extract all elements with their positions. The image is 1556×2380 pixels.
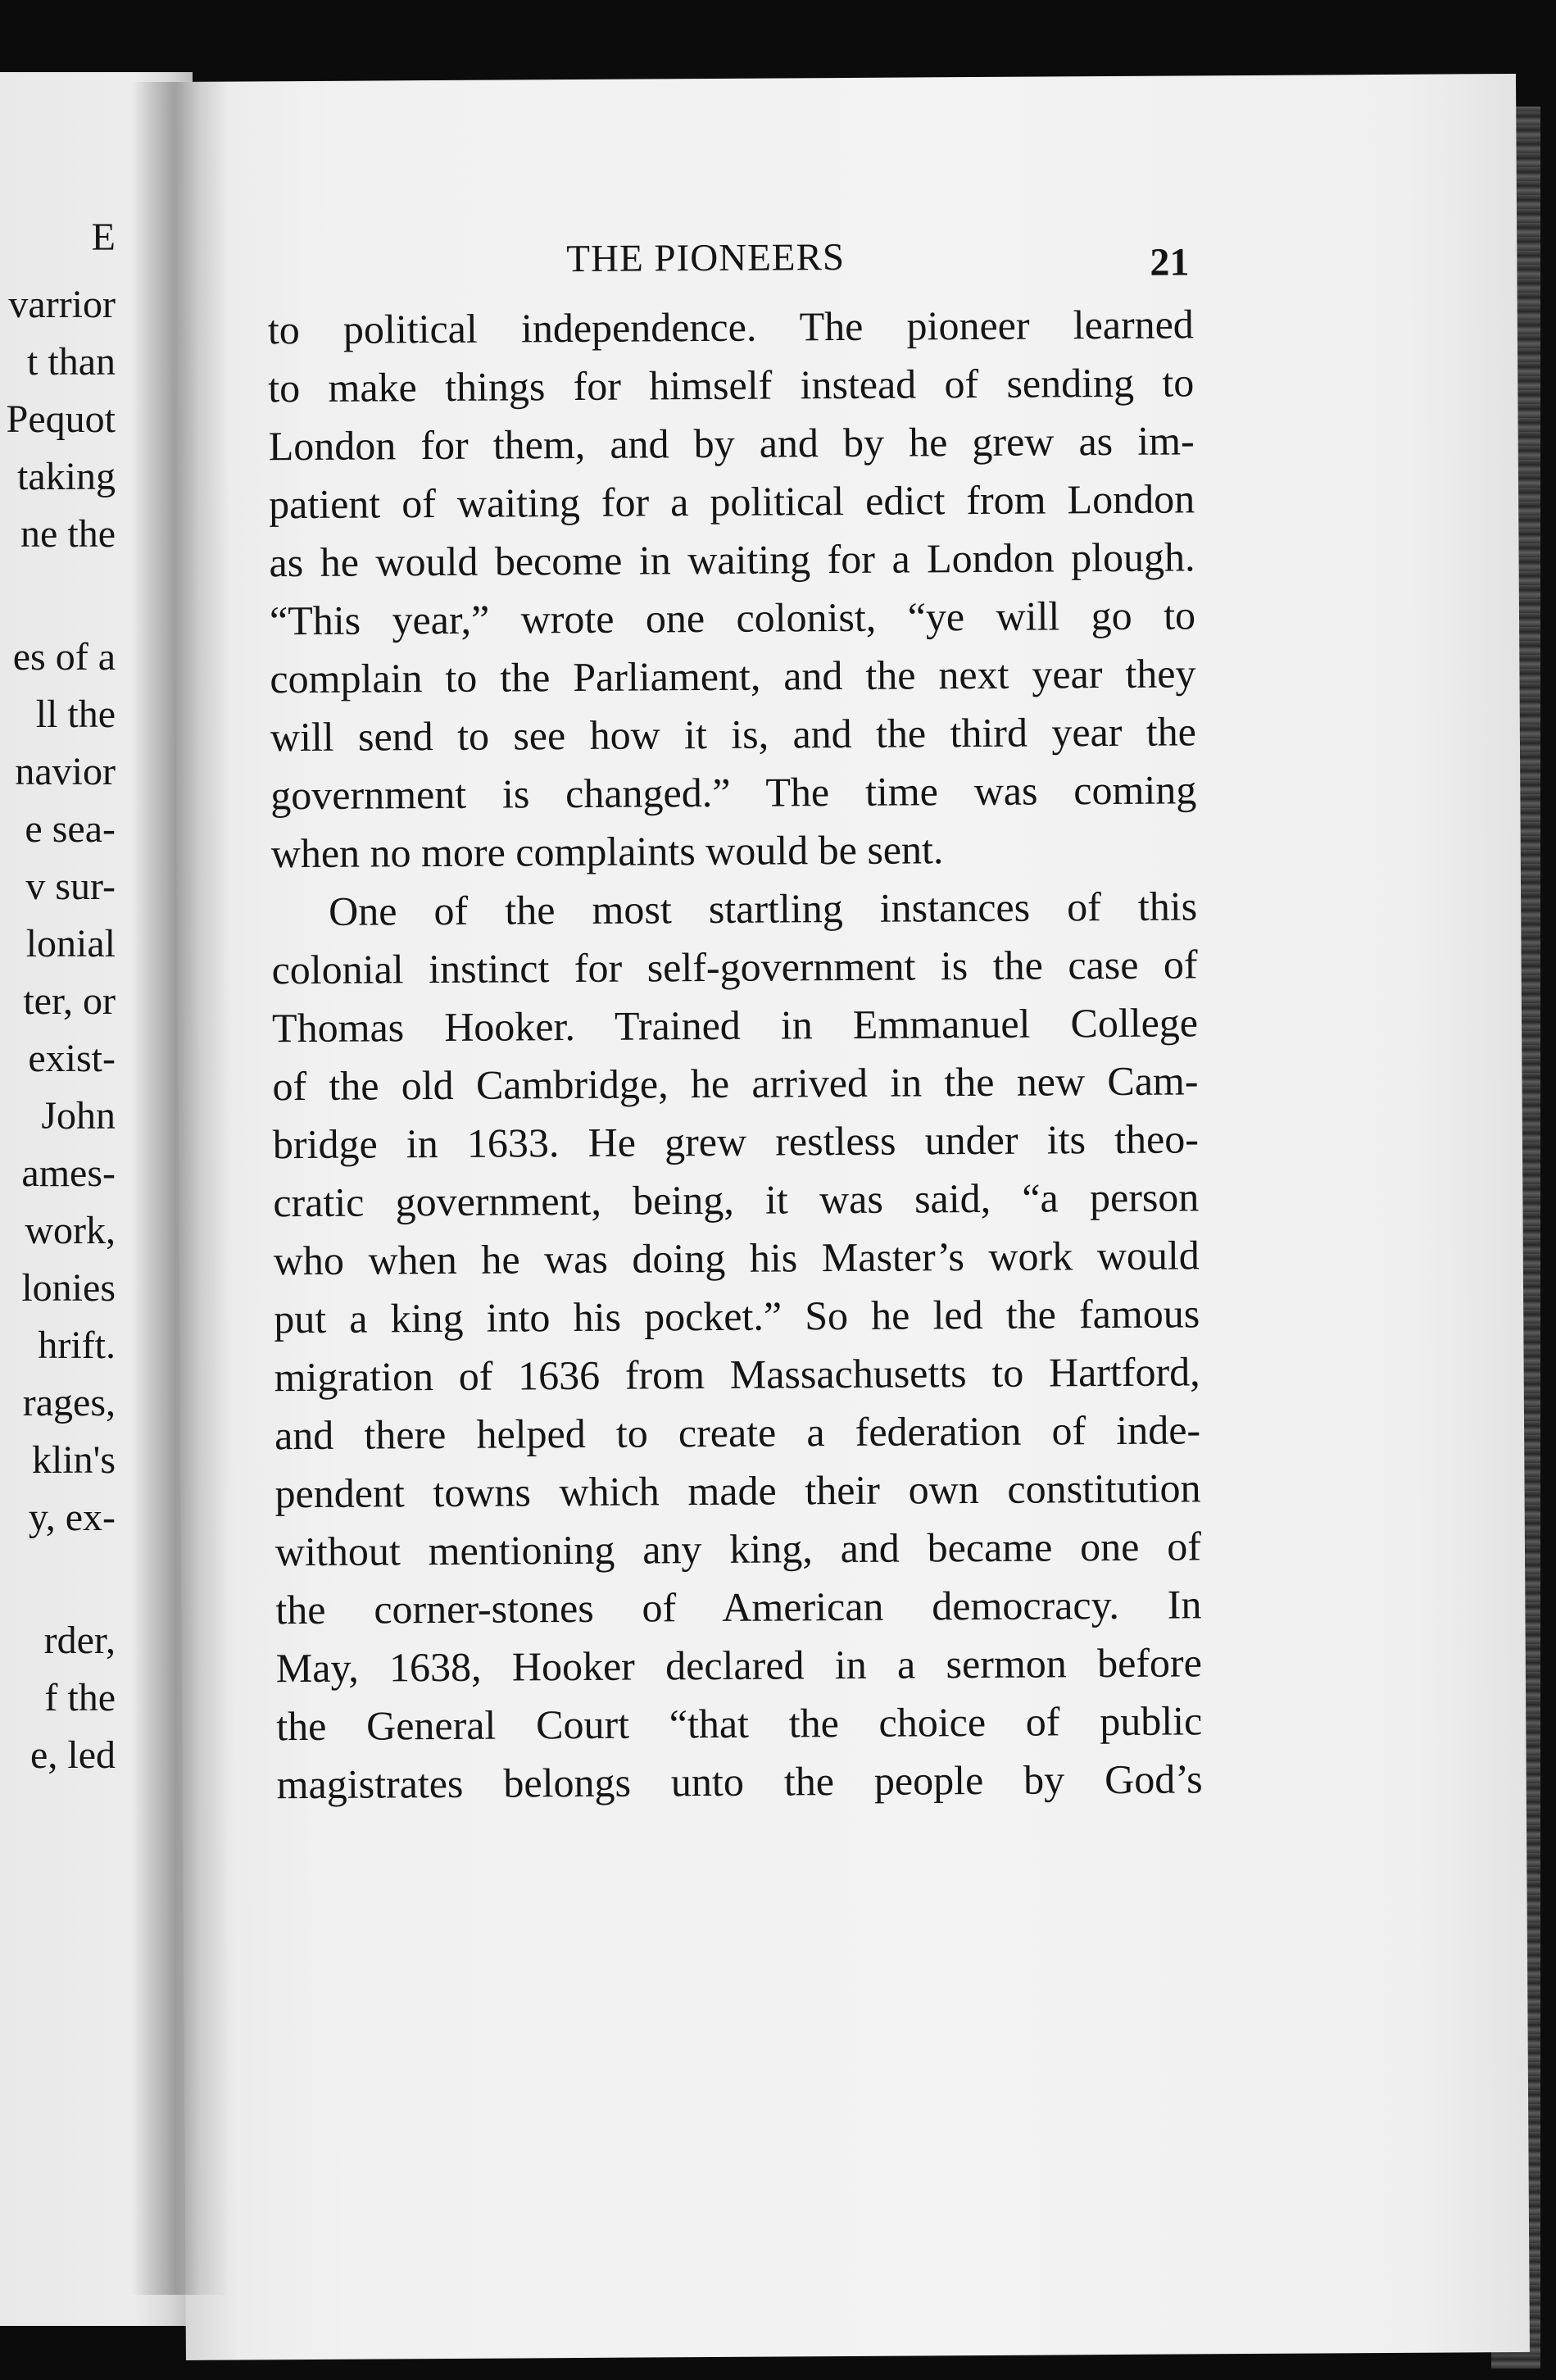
left-line: klin's [32,1438,116,1482]
left-line: rder, [43,1619,116,1662]
right-page [172,74,1530,2360]
text-line: May, 1638, Hooker declared in a sermon before [275,1639,1202,1692]
running-head: THE PIONEERS [566,235,846,281]
left-line: t than [27,340,116,384]
text-line: put a king into his pocket.” So he led the famous [274,1290,1200,1342]
left-line: work, [25,1209,116,1252]
left-line: v sur- [25,865,116,908]
left-page [0,72,193,2326]
text-line: pendent towns which made their own constitution [274,1465,1201,1517]
text-line: will send to see how it is, and the third year the [270,708,1197,761]
text-line: colonial instinct for self-government is the case of [271,941,1198,993]
left-line: hrift. [38,1324,116,1367]
left-line: E [91,216,116,259]
left-line: rages, [22,1381,116,1424]
left-line: varrior [8,283,116,326]
left-line: e sea- [25,807,116,851]
text-line: without mentioning any king, and became one of [274,1523,1202,1575]
left-line: ll the [35,693,116,736]
left-line: exist- [28,1037,116,1080]
text-line: magistrates belongs unto the people by God’s [276,1755,1203,1808]
left-line: es of a [12,635,116,679]
text-line: patient of waiting for a political edict from London [268,475,1195,528]
body-text [268,295,1203,1814]
page-number: 21 [1150,240,1190,284]
text-line: bridge in 1633. He grew restless under its theo- [272,1115,1200,1168]
text-line: migration of 1636 from Massachusetts to Hartford, [274,1348,1200,1401]
left-line: ames- [21,1151,116,1195]
text-line: London for them, and by and by he grew as im- [268,417,1195,470]
left-line: ne the [20,512,116,556]
text-line: who when he was doing his Master’s work would [273,1232,1200,1284]
text-line: to make things for himself instead of sending to [268,359,1195,411]
text-line: cratic government, being, it was said, “a person [273,1174,1200,1226]
left-line: e, led [30,1733,116,1777]
text-line: of the old Cambridge, he arrived in the new Cam- [272,1057,1199,1110]
left-line: y, ex- [28,1496,116,1539]
text-line: the corner-stones of American democracy. In [275,1581,1202,1633]
text-line: and there helped to create a federation of inde- [274,1406,1201,1459]
text-line: when no more complaints would be sent. [270,826,944,877]
text-line: to political independence. The pioneer learned [267,301,1194,353]
left-line: navior [15,750,116,793]
text-line: One of the most startling instances of this [329,883,1198,934]
left-line: lonies [21,1266,116,1310]
left-line: f the [44,1676,116,1719]
text-line: “This year,” wrote one colonist, “ye will go to [269,592,1196,644]
left-line: lonial [25,922,116,965]
text-line: government is changed.” The time was coming [270,766,1197,819]
text-line: as he would become in waiting for a London plough. [269,534,1195,586]
left-line: ter, or [23,979,116,1023]
left-page-text [0,72,193,2326]
left-line: taking [17,455,116,498]
text-line: complain to the Parliament, and the next year they [270,650,1196,702]
text-line: the General Court “that the choice of public [276,1697,1203,1750]
left-line: John [41,1094,116,1138]
text-line: Thomas Hooker. Trained in Emmanuel College [271,999,1199,1051]
left-line: Pequot [6,397,116,441]
